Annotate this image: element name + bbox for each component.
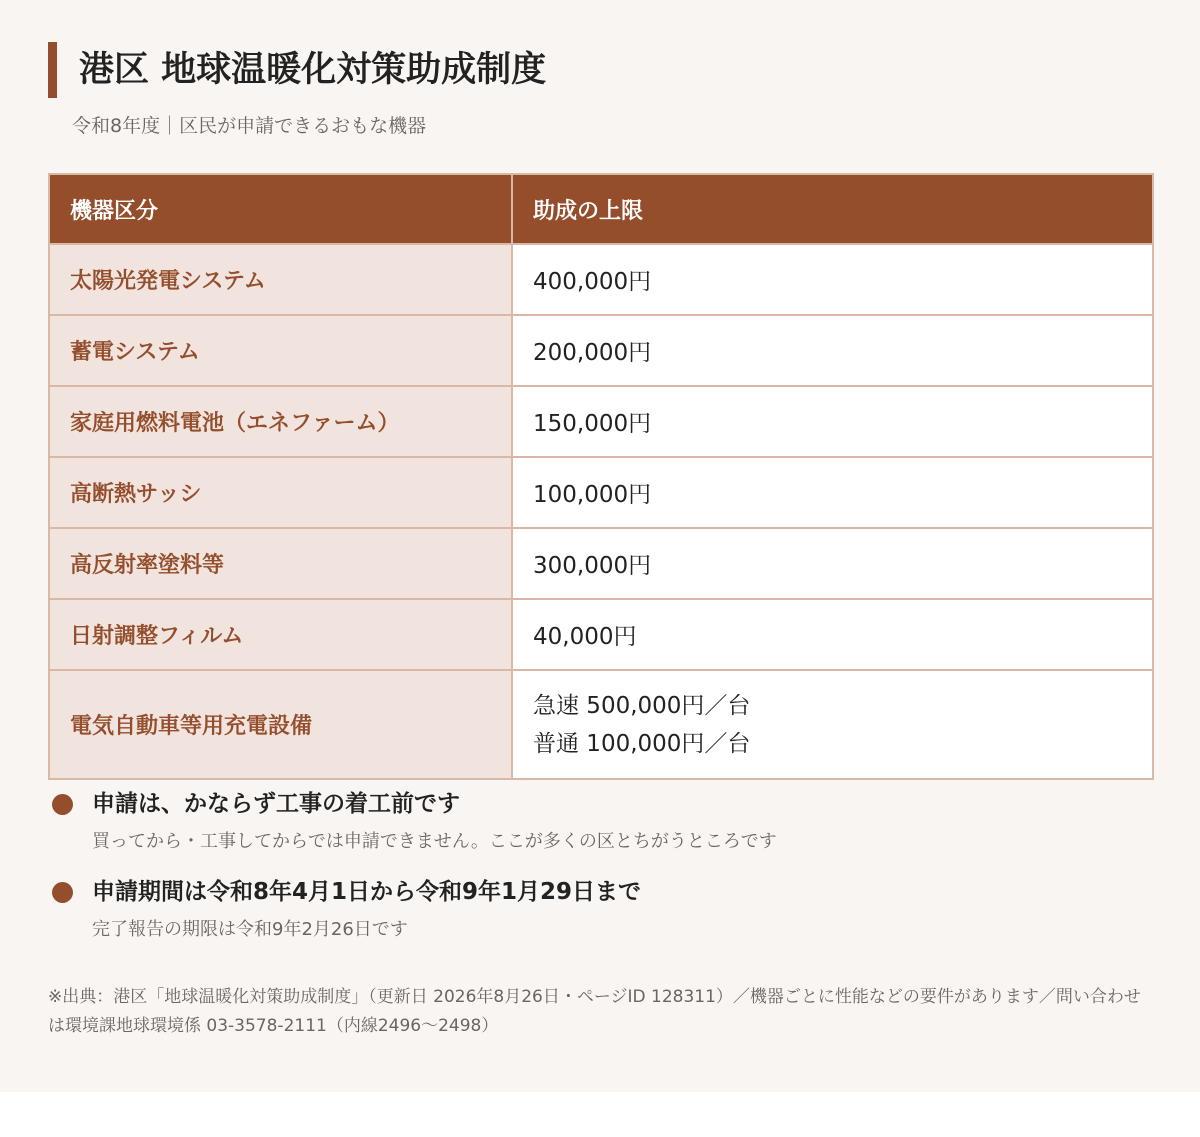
category-cell: 蓄電システム [49, 315, 512, 386]
amount-line-normal: 普通 100,000円／台 [533, 730, 751, 757]
category-cell: 高反射率塗料等 [49, 528, 512, 599]
table-row [49, 599, 1153, 670]
table-row [49, 457, 1153, 528]
title-accent-bar [48, 42, 57, 98]
note-item [52, 787, 1152, 857]
category-cell: 日射調整フィルム [49, 599, 512, 670]
table-row [49, 315, 1153, 386]
amount-cell: 400,000円 [512, 244, 1153, 315]
notes-list [52, 787, 1152, 945]
amount-cell: 40,000円 [512, 599, 1153, 670]
category-cell: 電気自動車等用充電設備 [49, 670, 512, 779]
note-detail: 買ってから・工事してからでは申請できません。ここが多くの区とちがうところです [92, 831, 777, 852]
table-header-row [49, 174, 1153, 244]
category-cell: 家庭用燃料電池（エネファーム） [49, 386, 512, 457]
note-item [52, 875, 1152, 945]
note-detail: 完了報告の期限は令和9年2月26日です [92, 919, 408, 940]
title-block [48, 42, 546, 98]
table-row [49, 670, 1153, 779]
page-title: 港区 地球温暖化対策助成制度 [79, 50, 547, 90]
page-subtitle: 令和8年度｜区民が申請できるおもな機器 [72, 115, 427, 137]
amount-cell: 150,000円 [512, 386, 1153, 457]
grant-table [48, 173, 1154, 780]
bullet-icon [52, 794, 73, 815]
note-heading: 申請期間は令和8年4月1日から令和9年1月29日まで [92, 879, 642, 905]
table-row [49, 386, 1153, 457]
source-note: ※出典：港区「地球温暖化対策助成制度」（更新日 2026年8月26日・ページID 128311）／機器ごとに性能などの要件があります／問い合わせは環境課地球環境係 03-3578-2111（内線2496〜2498） [48, 987, 1141, 1036]
category-cell: 高断熱サッシ [49, 457, 512, 528]
category-cell: 太陽光発電システム [49, 244, 512, 315]
table-row [49, 528, 1153, 599]
column-header-amount: 助成の上限 [512, 174, 1153, 244]
column-header-category: 機器区分 [49, 174, 512, 244]
note-heading: 申請は、かならず工事の着工前です [92, 791, 460, 817]
table-row [49, 244, 1153, 315]
amount-cell: 300,000円 [512, 528, 1153, 599]
amount-cell: 200,000円 [512, 315, 1153, 386]
amount-line-rapid: 急速 500,000円／台 [533, 692, 751, 719]
amount-cell: 100,000円 [512, 457, 1153, 528]
amount-cell [512, 670, 1153, 779]
bullet-icon [52, 882, 73, 903]
